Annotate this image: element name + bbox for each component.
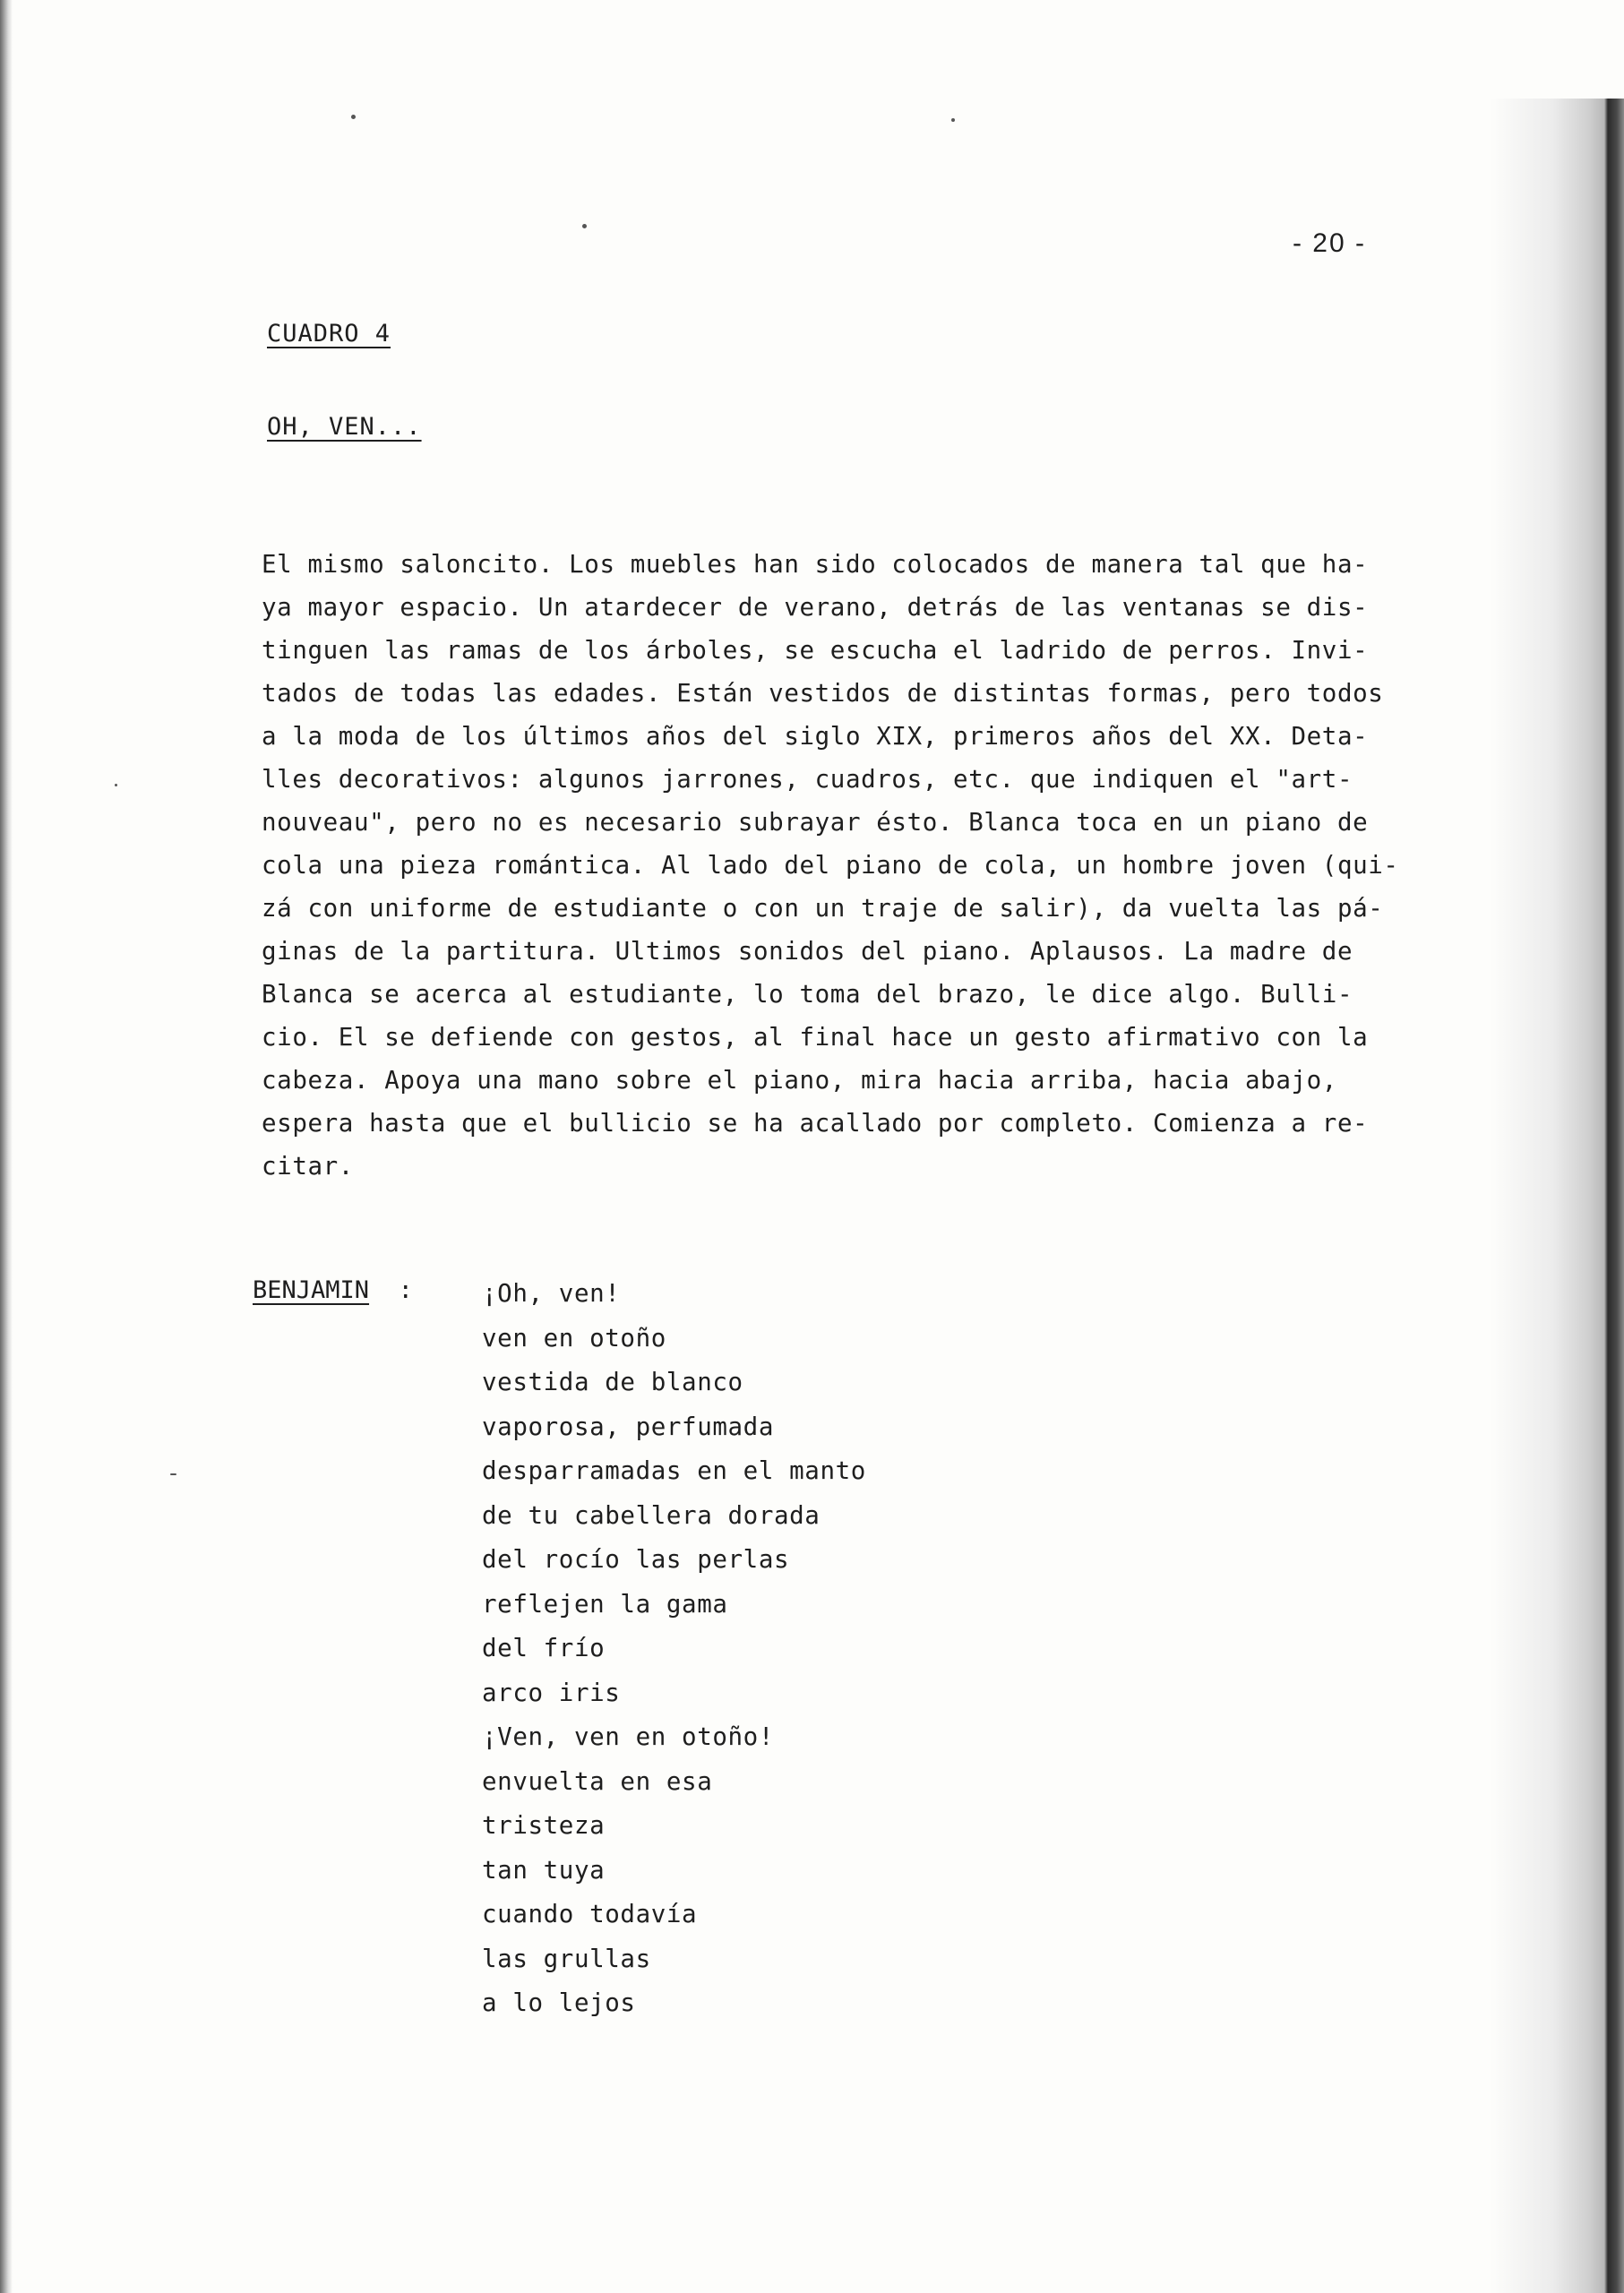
- stage-direction-line: cabeza. Apoya una mano sobre el piano, mira hacia arriba, hacia abajo,: [262, 1066, 1337, 1095]
- poem-line: arco iris: [482, 1678, 621, 1707]
- scanned-page-right-edge: [1490, 99, 1624, 2293]
- poem-line: ¡Oh, ven!: [482, 1279, 621, 1308]
- scan-speckle: [582, 224, 587, 228]
- poem-line: envuelta en esa: [482, 1766, 713, 1796]
- poem-line: del frío: [482, 1634, 606, 1662]
- poem-line: tristeza: [482, 1811, 606, 1840]
- poem-line: las grullas: [482, 1944, 651, 1973]
- poem-line: a lo lejos: [482, 1988, 636, 2017]
- poem-line: tan tuya: [482, 1855, 606, 1885]
- poem-line: del rocío las perlas: [482, 1545, 790, 1574]
- scan-speckle: [951, 118, 955, 122]
- stage-direction-line: tinguen las ramas de los árboles, se escucha el ladrido de perros. Invi-: [262, 636, 1369, 665]
- scene-subtitle: OH, VEN...: [267, 413, 422, 441]
- speaker-separator: :: [398, 1276, 413, 1304]
- scan-speckle: [115, 784, 117, 786]
- stage-direction-line: Blanca se acerca al estudiante, lo toma del brazo, le dice algo. Bulli-: [262, 980, 1353, 1009]
- scan-speckle: [170, 1473, 176, 1475]
- stage-direction-line: lles decorativos: algunos jarrones, cuadros, etc. que indiquen el "art-: [262, 765, 1353, 794]
- stage-direction-line: ya mayor espacio. Un atardecer de verano, detrás de las ventanas se dis-: [262, 593, 1369, 622]
- speaker-name: BENJAMIN: [253, 1276, 370, 1304]
- scanned-page-left-edge: [0, 0, 13, 2293]
- page-number: - 20 -: [1292, 228, 1366, 258]
- poem-line: cuando todavía: [482, 1900, 698, 1928]
- stage-direction-line: nouveau", pero no es necesario subrayar ésto. Blanca toca en un piano de: [262, 808, 1369, 837]
- scan-speckle: [351, 115, 356, 119]
- scene-title: CUADRO 4: [267, 320, 391, 348]
- stage-direction-line: zá con uniforme de estudiante o con un traje de salir), da vuelta las pá-: [262, 894, 1384, 923]
- poem-line: ven en otoño: [482, 1323, 666, 1353]
- speaker-label: [253, 1276, 413, 1304]
- stage-direction-line: El mismo saloncito. Los muebles han sido colocados de manera tal que ha-: [262, 550, 1369, 579]
- poem-line: reflejen la gama: [482, 1589, 728, 1619]
- stage-direction-line: citar.: [262, 1152, 354, 1181]
- stage-direction-line: cola una pieza romántica. Al lado del piano de cola, un hombre joven (qui-: [262, 851, 1399, 880]
- stage-direction: [262, 543, 1444, 1188]
- poem-line: desparramadas en el manto: [482, 1456, 866, 1485]
- poem-line: vestida de blanco: [482, 1368, 743, 1396]
- poem-line: ¡Ven, ven en otoño!: [482, 1722, 774, 1751]
- poem-verse: [482, 1272, 866, 2026]
- stage-direction-line: espera hasta que el bullicio se ha acallado por completo. Comienza a re-: [262, 1109, 1369, 1138]
- stage-direction-line: ginas de la partitura. Ultimos sonidos del piano. Aplausos. La madre de: [262, 937, 1353, 966]
- stage-direction-line: cio. El se defiende con gestos, al final hace un gesto afirmativo con la: [262, 1023, 1369, 1052]
- poem-line: de tu cabellera dorada: [482, 1500, 821, 1530]
- stage-direction-line: tados de todas las edades. Están vestidos de distintas formas, pero todos: [262, 679, 1384, 708]
- stage-direction-line: a la moda de los últimos años del siglo XIX, primeros años del XX. Deta-: [262, 722, 1369, 751]
- poem-line: vaporosa, perfumada: [482, 1412, 774, 1441]
